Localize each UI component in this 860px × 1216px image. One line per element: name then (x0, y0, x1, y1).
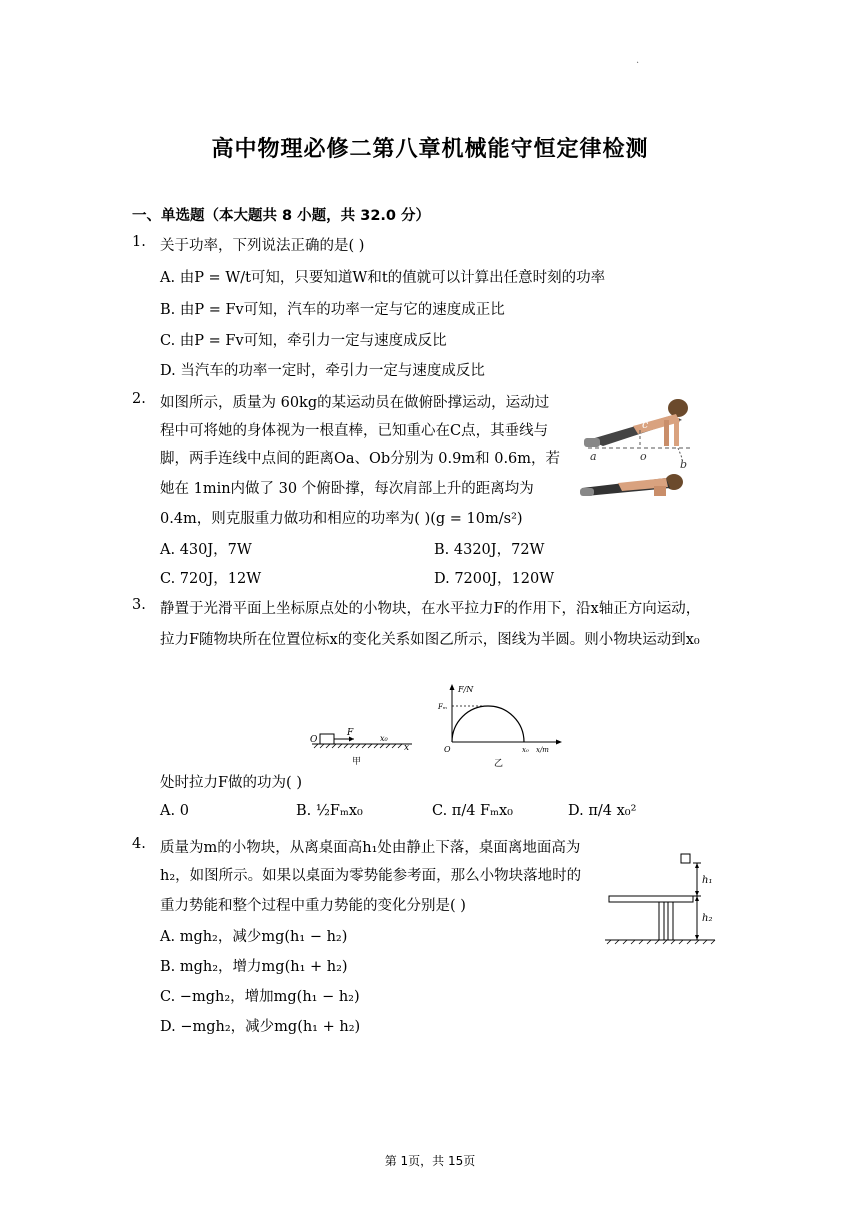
h2-label: h₂ (702, 913, 713, 924)
figure-jia (308, 728, 418, 768)
yi-caption: 乙 (494, 759, 504, 769)
semicircle (452, 706, 524, 742)
figure-yi (438, 682, 568, 768)
section-heading: 一、单选题（本大题共 8 小题，共 32.0 分） (132, 208, 431, 224)
jia-x0-label: x₀ (380, 734, 388, 743)
pushup-up-pose (584, 399, 690, 471)
small-block (681, 854, 690, 863)
option-c: C. −mgh₂，增加mg(h₁ − h₂) (160, 989, 360, 1005)
option-b: B. 4320J，72W (434, 542, 545, 558)
yi-x-axis-label: x/m (536, 746, 549, 754)
question-number: 4. (132, 836, 146, 852)
h1-label: h₁ (702, 875, 713, 886)
option-a: A. mgh₂，减少mg(h₁ − h₂) (160, 929, 348, 945)
question-line: 处时拉力F做的功为( ) (160, 775, 302, 791)
option-b: B. ½Fₘx₀ (296, 803, 363, 819)
question-line: 0.4m，则克服重力做功和相应的功率为( )(g = 10m/s²) (160, 511, 523, 527)
yi-fm-label: Fₘ (438, 703, 448, 711)
option-c: C. 720J，12W (160, 571, 262, 587)
label-c: c (642, 418, 649, 431)
table-top (609, 896, 693, 902)
pushup-figure (578, 390, 718, 515)
pushup-down-pose (580, 474, 683, 496)
option-d: D. π/4 x₀² (568, 803, 637, 819)
jia-x-label: x (404, 743, 410, 753)
option-b: B. 由P = Fv可知，汽车的功率一定与它的速度成正比 (160, 302, 505, 318)
question-line: 她在 1min内做了 30 个俯卧撑，每次肩部上升的距离均为 (160, 481, 534, 497)
question-number: 2. (132, 391, 146, 407)
question-line: 重力势能和整个过程中重力势能的变化分别是( ) (160, 898, 466, 914)
option-d: D. 7200J，120W (434, 571, 555, 587)
jia-f-label: F (347, 728, 354, 738)
question-stem: 关于功率，下列说法正确的是( ) (160, 238, 365, 254)
question-number: 3. (132, 597, 146, 613)
page-footer: 第 1页，共 15页 (384, 1154, 476, 1168)
block (320, 734, 334, 744)
option-d: D. 当汽车的功率一定时，牵引力一定与速度成反比 (160, 363, 485, 379)
option-d: D. −mgh₂，减少mg(h₁ + h₂) (160, 1019, 361, 1035)
option-a: A. 0 (160, 803, 189, 819)
question-number: 1. (132, 234, 146, 250)
question-line: 质量为m的小物块，从离桌面高h₁处由静止下落，桌面离地面高为 (160, 840, 581, 856)
option-c: C. π/4 Fₘx₀ (432, 803, 513, 819)
yi-y-axis-label: F/N (458, 685, 474, 694)
label-b: b (680, 458, 688, 471)
question-line: h₂，如图所示。如果以桌面为零势能参考面，那么小物块落地时的 (160, 868, 582, 884)
question-line: 如图所示，质量为 60kg的某运动员在做俯卧撑运动，运动过 (160, 395, 550, 411)
jia-o-label: O (310, 735, 318, 745)
page-title: 高中物理必修二第八章机械能守恒定律检测 (211, 137, 649, 162)
option-a: A. 由P = W/t可知，只要知道W和t的值就可以计算出任意时刻的功率 (160, 270, 606, 286)
question-line: 程中可将她的身体视为一根直棒，已知重心在C点，其垂线与 (160, 423, 549, 439)
table-figure (605, 850, 725, 950)
yi-x0-label: x₀ (522, 746, 529, 754)
hatching (314, 744, 402, 748)
option-c: C. 由P = Fv可知，牵引力一定与速度成反比 (160, 333, 447, 349)
question-line: 脚，两手连线中点间的距离Oa、Ob分别为 0.9m和 0.6m，若 (160, 451, 561, 467)
label-o: o (640, 450, 647, 463)
yi-o-label: O (444, 745, 451, 754)
label-a: a (590, 450, 597, 463)
option-a: A. 430J，7W (160, 542, 252, 558)
header-mark: · (636, 58, 640, 69)
question-line: 静置于光滑平面上坐标原点处的小物块，在水平拉力F的作用下，沿x轴正方向运动， (160, 601, 701, 617)
jia-caption: 甲 (352, 757, 362, 767)
question-line: 拉力F随物块所在位置位标x的变化关系如图乙所示，图线为半圆。则小物块运动到x₀ (160, 632, 700, 648)
option-b: B. mgh₂，增力mg(h₁ + h₂) (160, 959, 348, 975)
